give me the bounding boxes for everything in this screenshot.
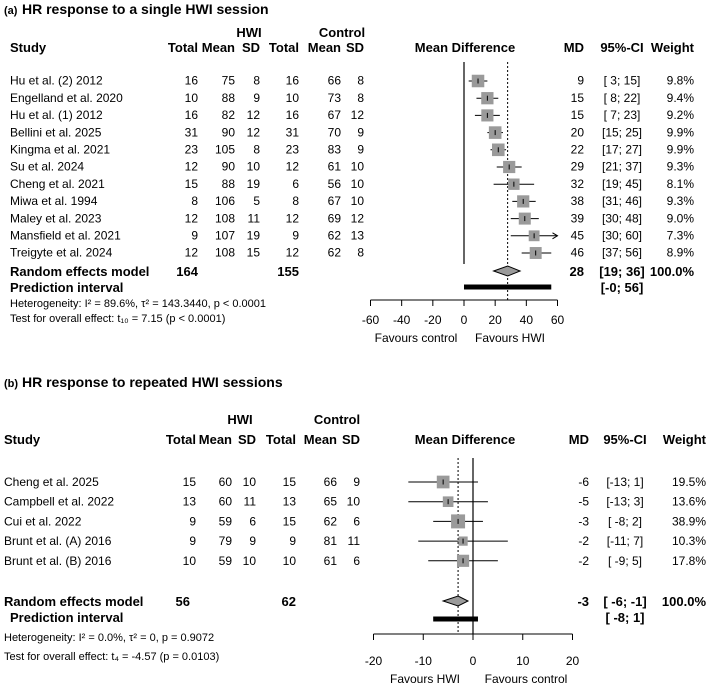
panel-b-pooled-hwi-total: 56 — [175, 594, 190, 609]
x-axis-tick-label: 10 — [516, 654, 530, 668]
panel-a-hwi-group-header: HWI — [236, 25, 262, 40]
panel-b-prediction-label: Prediction interval — [10, 610, 124, 625]
hwi-sd: 12 — [246, 108, 260, 123]
md-value: -3 — [578, 514, 589, 529]
md-value: 22 — [570, 142, 584, 157]
control-mean: 83 — [327, 142, 341, 157]
weight-value: 9.8% — [666, 73, 694, 88]
panel-a-weight-header: Weight — [650, 40, 694, 55]
panel-a-ctrl-total-header: Total — [268, 40, 299, 55]
x-axis-tick-label: -40 — [392, 313, 411, 327]
control-mean: 62 — [327, 228, 341, 243]
panel-b-axis-right-label: Favours control — [484, 672, 568, 686]
md-value: 46 — [570, 245, 584, 260]
weight-value: 7.3% — [666, 228, 694, 243]
study-name: Engelland et al. 2020 — [10, 90, 123, 105]
x-axis-tick-label: 20 — [488, 313, 502, 327]
study-name: Kingma et al. 2021 — [10, 142, 111, 157]
ci-value: [15; 25] — [601, 125, 643, 140]
control-total: 23 — [285, 142, 299, 157]
study-name: Miwa et al. 1994 — [10, 194, 98, 209]
hwi-total: 12 — [184, 245, 198, 260]
control-mean: 66 — [323, 475, 337, 489]
hwi-total: 15 — [184, 176, 198, 191]
md-value: 32 — [570, 176, 584, 191]
panel-a-plot-header: Mean Difference — [414, 40, 516, 55]
hwi-mean: 107 — [214, 228, 235, 243]
x-axis-tick-label: 60 — [550, 313, 565, 327]
weight-value: 9.3% — [666, 159, 694, 174]
control-mean: 67 — [327, 194, 341, 209]
hwi-sd: 11 — [243, 494, 256, 509]
md-value: 15 — [570, 90, 584, 105]
control-sd: 8 — [357, 245, 364, 260]
control-total: 12 — [285, 245, 299, 260]
weight-value: 9.4% — [666, 90, 694, 105]
panel-b-pooled-ctrl-total: 62 — [281, 594, 296, 609]
weight-value: 17.8% — [671, 553, 706, 568]
study-name: Su et al. 2024 — [10, 159, 85, 174]
panel-b-pooled-md: -3 — [577, 594, 589, 609]
control-sd: 12 — [350, 108, 364, 123]
panel-a-axis-right-label: Favours HWI — [474, 331, 546, 345]
control-total: 31 — [285, 125, 299, 140]
hwi-sd: 9 — [253, 90, 260, 105]
hwi-mean: 75 — [221, 73, 235, 88]
panel-b-title: HR response to repeated HWI sessions — [22, 374, 283, 390]
panel-b-control-group-header: Control — [313, 412, 361, 427]
panel-a-hwi-total-header: Total — [167, 40, 198, 55]
ci-value: [31; 46] — [601, 194, 643, 209]
control-total: 9 — [289, 534, 296, 549]
hwi-mean: 79 — [218, 534, 232, 549]
control-total: 15 — [282, 475, 296, 489]
ci-value: [ -8; 2] — [607, 514, 643, 529]
study-name: Hu et al. (1) 2012 — [10, 108, 103, 123]
hwi-mean: 59 — [218, 553, 232, 568]
pooled-diamond — [494, 266, 520, 276]
panel-a-ctrl-mean-header: Mean — [307, 40, 341, 55]
weight-value: 9.9% — [666, 125, 694, 140]
weight-value: 9.3% — [666, 194, 694, 209]
ci-value: [-11; 7] — [606, 534, 644, 549]
ci-value: [ -9; 5] — [607, 553, 643, 568]
weight-value: 19.5% — [671, 475, 706, 489]
prediction-interval-bar — [433, 617, 478, 622]
hwi-total: 23 — [184, 142, 198, 157]
panel-a-pooled-md: 28 — [569, 264, 584, 279]
hwi-sd: 11 — [247, 211, 260, 226]
control-mean: 70 — [327, 125, 341, 140]
control-mean: 61 — [327, 159, 341, 174]
panel-b-hwi-mean-header: Mean — [198, 432, 232, 447]
panel-a-prediction-label: Prediction interval — [10, 280, 124, 295]
weight-value: 10.3% — [671, 534, 706, 549]
control-total: 16 — [285, 73, 299, 88]
panel-a-title: HR response to a single HWI session — [22, 1, 269, 17]
control-sd: 8 — [357, 73, 364, 88]
control-sd: 10 — [350, 176, 364, 191]
x-axis-tick-label: -20 — [424, 313, 442, 327]
hwi-total: 9 — [189, 514, 196, 529]
md-value: 39 — [570, 211, 584, 226]
hwi-mean: 60 — [218, 494, 232, 509]
ci-value: [37; 56] — [601, 245, 643, 260]
control-mean: 81 — [323, 534, 337, 549]
weight-value: 8.1% — [666, 176, 694, 191]
control-total: 8 — [292, 194, 299, 209]
control-sd: 10 — [346, 494, 360, 509]
hwi-sd: 19 — [246, 176, 260, 191]
panel-a-pooled-ctrl-total: 155 — [277, 264, 299, 279]
control-sd: 10 — [350, 159, 364, 174]
control-total: 10 — [282, 553, 296, 568]
control-total: 12 — [285, 159, 299, 174]
panel-b-plot-area — [365, 458, 580, 668]
panel-a-control-group-header: Control — [318, 25, 366, 40]
hwi-sd: 15 — [246, 245, 260, 260]
hwi-mean: 105 — [214, 142, 235, 157]
panel-b-hwi-group-header: HWI — [227, 412, 253, 427]
md-value: 45 — [570, 228, 584, 243]
control-total: 9 — [292, 228, 299, 243]
ci-value: [-13; 3] — [606, 494, 644, 509]
study-name: Hu et al. (2) 2012 — [10, 73, 103, 88]
ci-value: [30; 48] — [601, 211, 643, 226]
x-axis-tick-label: 20 — [565, 654, 580, 668]
panel-a-study-rows — [10, 74, 694, 260]
control-mean: 62 — [323, 514, 337, 529]
control-mean: 67 — [327, 108, 341, 123]
panel-b-ctrl-mean-header: Mean — [303, 432, 337, 447]
weight-value: 13.6% — [671, 494, 706, 509]
control-mean: 66 — [327, 73, 341, 88]
control-sd: 6 — [353, 553, 360, 568]
panel-b-prediction-ci: [ -8; 1] — [605, 610, 645, 625]
md-value: -2 — [578, 553, 589, 568]
x-axis-tick-label: -60 — [361, 313, 380, 327]
md-value: 38 — [570, 194, 584, 209]
hwi-sd: 10 — [242, 553, 256, 568]
panel-a-prediction-ci: [-0; 56] — [600, 280, 644, 295]
panel-a-study-header: Study — [10, 40, 47, 55]
control-sd: 13 — [350, 228, 364, 243]
x-axis-tick-label: -20 — [364, 654, 383, 668]
panel-b-axis-left-label: Favours HWI — [389, 672, 461, 686]
ci-value: [19; 45] — [601, 176, 643, 191]
panel-b-overall-test: Test for overall effect: t₄ = -4.57 (p = 0.0103) — [4, 651, 220, 663]
panel-a-pooled-ci: [19; 36] — [599, 264, 645, 279]
control-total: 15 — [282, 514, 296, 529]
panel-b-label: (b) — [4, 378, 19, 390]
panel-b-hwi-sd-header: SD — [237, 432, 256, 447]
study-name: Cui et al. 2022 — [4, 514, 82, 529]
panel-a-pooled-hwi-total: 164 — [176, 264, 198, 279]
pooled-diamond — [443, 596, 468, 606]
hwi-total: 10 — [184, 90, 198, 105]
hwi-total: 16 — [184, 73, 198, 88]
hwi-mean: 108 — [214, 245, 235, 260]
panel-a-plot-area — [362, 62, 565, 327]
study-name: Brunt et al. (B) 2016 — [4, 553, 112, 568]
hwi-total: 16 — [184, 108, 198, 123]
panel-b-study-header: Study — [4, 432, 41, 447]
hwi-mean: 60 — [218, 475, 232, 489]
control-mean: 56 — [327, 176, 341, 191]
hwi-sd: 10 — [242, 475, 256, 489]
control-sd: 9 — [357, 142, 364, 157]
ci-value: [ 8; 22] — [603, 90, 641, 105]
panel-a-pooled-label: Random effects model — [10, 264, 150, 279]
control-mean: 73 — [327, 90, 341, 105]
control-sd: 11 — [347, 534, 360, 549]
hwi-sd: 19 — [246, 228, 260, 243]
panel-b-heterogeneity: Heterogeneity: I² = 0.0%, τ² = 0, p = 0.9072 — [4, 632, 215, 644]
panel-a-hwi-mean-header: Mean — [201, 40, 235, 55]
md-value: 29 — [570, 159, 584, 174]
weight-value: 8.9% — [666, 245, 694, 260]
hwi-mean: 90 — [221, 159, 235, 174]
panel-a — [4, 1, 695, 345]
hwi-total: 9 — [189, 534, 196, 549]
control-mean: 65 — [323, 494, 337, 509]
hwi-sd: 5 — [253, 194, 260, 209]
study-name: Maley et al. 2023 — [10, 211, 102, 226]
study-name: Cheng et al. 2025 — [4, 475, 99, 489]
md-value: -6 — [578, 475, 589, 489]
panel-b-study-rows — [4, 475, 706, 568]
weight-value: 9.9% — [666, 142, 694, 157]
control-sd: 10 — [350, 194, 364, 209]
ci-value: [21; 37] — [601, 159, 643, 174]
x-axis-tick-label: 0 — [469, 654, 477, 668]
panel-b-plot-header: Mean Difference — [414, 432, 516, 447]
md-value: 9 — [577, 73, 584, 88]
control-mean: 69 — [327, 211, 341, 226]
hwi-total: 12 — [184, 211, 198, 226]
hwi-total: 15 — [182, 475, 196, 489]
hwi-total: 12 — [184, 159, 198, 174]
panel-b-pooled-ci: [ -6; -1] — [603, 594, 647, 609]
control-total: 6 — [292, 176, 299, 191]
hwi-mean: 88 — [221, 176, 235, 191]
panel-b-weight-header: Weight — [662, 432, 706, 447]
md-value: 20 — [570, 125, 584, 140]
ci-value: [-13; 1] — [606, 475, 644, 489]
prediction-interval-bar — [464, 285, 551, 290]
ci-value: [30; 60] — [601, 228, 643, 243]
panel-a-heterogeneity: Heterogeneity: I² = 89.6%, τ² = 143.3440, p < 0.0001 — [10, 298, 266, 310]
x-axis-tick-label: 0 — [460, 313, 468, 327]
hwi-mean: 106 — [214, 194, 235, 209]
panel-a-axis-left-label: Favours control — [374, 331, 458, 345]
panel-a-hwi-sd-header: SD — [241, 40, 260, 55]
control-sd: 12 — [350, 211, 364, 226]
control-mean: 62 — [327, 245, 341, 260]
hwi-mean: 82 — [221, 108, 235, 123]
hwi-total: 8 — [191, 194, 198, 209]
hwi-sd: 9 — [249, 534, 256, 549]
hwi-sd: 10 — [246, 159, 260, 174]
hwi-sd: 8 — [253, 142, 260, 157]
control-sd: 9 — [357, 125, 364, 140]
hwi-total: 31 — [184, 125, 198, 140]
panel-a-md-header: MD — [563, 40, 584, 55]
study-name: Campbell et al. 2022 — [4, 494, 115, 509]
hwi-sd: 8 — [253, 73, 260, 88]
ci-value: [ 3; 15] — [603, 73, 641, 88]
study-name: Cheng et al. 2021 — [10, 176, 105, 191]
control-total: 16 — [285, 108, 299, 123]
weight-value: 38.9% — [671, 514, 706, 529]
hwi-total: 13 — [182, 494, 196, 509]
control-sd: 6 — [353, 514, 360, 529]
control-sd: 8 — [357, 90, 364, 105]
hwi-mean: 108 — [214, 211, 235, 226]
panel-b — [4, 374, 707, 686]
md-value: 15 — [570, 108, 584, 123]
hwi-total: 10 — [182, 553, 196, 568]
panel-b-pooled-weight: 100.0% — [661, 594, 706, 609]
hwi-mean: 59 — [218, 514, 232, 529]
study-name: Mansfield et al. 2021 — [10, 228, 121, 243]
control-total: 12 — [285, 211, 299, 226]
control-total: 10 — [285, 90, 299, 105]
x-axis-tick-label: -10 — [414, 654, 432, 668]
panel-a-overall-test: Test for overall effect: t₁₀ = 7.15 (p < 0.0001) — [10, 313, 226, 325]
control-mean: 61 — [323, 553, 337, 568]
panel-a-ci-header: 95%-CI — [600, 40, 644, 55]
ci-value: [17; 27] — [601, 142, 643, 157]
hwi-mean: 88 — [221, 90, 235, 105]
panel-a-pooled-weight: 100.0% — [649, 264, 694, 279]
md-value: -5 — [578, 494, 589, 509]
hwi-total: 9 — [191, 228, 198, 243]
study-name: Brunt et al. (A) 2016 — [4, 534, 112, 549]
panel-b-md-header: MD — [568, 432, 589, 447]
panel-b-pooled-label: Random effects model — [4, 594, 144, 609]
ci-value: [ 7; 23] — [603, 108, 641, 123]
hwi-sd: 12 — [246, 125, 260, 140]
panel-b-ctrl-sd-header: SD — [341, 432, 360, 447]
panel-b-ctrl-total-header: Total — [265, 432, 296, 447]
panel-b-ci-header: 95%-CI — [603, 432, 647, 447]
control-total: 13 — [282, 494, 296, 509]
study-name: Bellini et al. 2025 — [10, 125, 102, 140]
hwi-mean: 90 — [221, 125, 235, 140]
weight-value: 9.2% — [666, 108, 694, 123]
panel-a-ctrl-sd-header: SD — [345, 40, 364, 55]
panel-b-hwi-total-header: Total — [165, 432, 196, 447]
x-axis-tick-label: 40 — [519, 313, 534, 327]
md-value: -2 — [578, 534, 589, 549]
panel-a-label: (a) — [4, 5, 18, 17]
study-name: Treigyte et al. 2024 — [10, 245, 113, 260]
control-sd: 9 — [353, 475, 360, 489]
weight-value: 9.0% — [666, 211, 694, 226]
hwi-sd: 6 — [249, 514, 256, 529]
